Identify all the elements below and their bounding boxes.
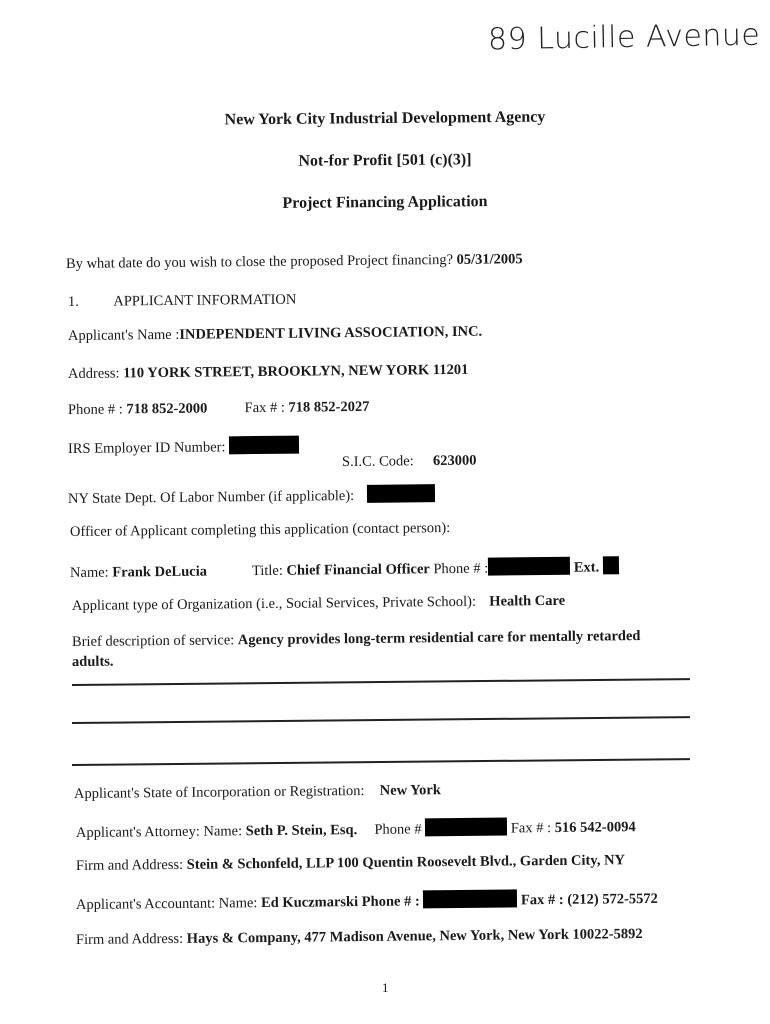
- irs-line: [68, 436, 299, 458]
- attorney-firm-line: [76, 852, 625, 875]
- service-description-cont: [72, 654, 114, 671]
- service-description-line: [72, 628, 641, 651]
- agency-title: New York City Industrial Development Agency: [224, 108, 546, 129]
- blank-rule-3: [72, 758, 690, 765]
- officer-title-value: Chief Financial Officer: [286, 561, 430, 579]
- applicant-name-label: Applicant's Name :: [67, 326, 180, 344]
- closing-date-label: By what date do you wish to close the proposed Project financing?: [65, 251, 454, 272]
- address-line: [68, 362, 468, 383]
- officer-phone-label: Phone # :: [433, 560, 489, 578]
- org-type-line: [72, 593, 565, 615]
- attorney-firm-label: Firm and Address:: [75, 856, 184, 874]
- officer-intro-line: Officer of Applicant completing this application (contact person):: [69, 520, 451, 540]
- service-description-value: Agency provides long-term residential care for mentally retarded: [237, 628, 641, 649]
- closing-date-value: 05/31/2005: [456, 251, 523, 268]
- officer-title-label: Title:: [251, 562, 283, 580]
- attorney-line: [76, 816, 636, 842]
- blank-rule-2: [72, 716, 690, 723]
- attorney-label: Applicant's Attorney: Name:: [75, 823, 243, 841]
- attorney-firm-value: Stein & Schonfeld, LLP 100 Quentin Roosevelt Blvd., Garden City, NY: [186, 852, 626, 873]
- officer-name-label: Name:: [69, 564, 109, 581]
- attorney-name-value: Seth P. Stein, Esq.: [245, 822, 358, 840]
- page-number: 1: [382, 980, 389, 995]
- handwritten-address-note: 89 Lucille Avenue: [487, 17, 761, 58]
- address-value: 110 YORK STREET, BROOKLYN, NEW YORK 11201: [123, 361, 469, 382]
- sic-line: [342, 453, 477, 471]
- address-label: Address:: [67, 365, 120, 382]
- officer-ext-label: Ext.: [573, 559, 600, 576]
- applicant-name-value: INDEPENDENT LIVING ASSOCIATION, INC.: [179, 323, 483, 343]
- section-title: APPLICANT INFORMATION: [113, 291, 297, 310]
- fax-label: Fax # :: [244, 399, 285, 417]
- service-description-value-2: adults.: [71, 653, 114, 670]
- accountant-firm-label: Firm and Address:: [75, 930, 184, 948]
- officer-phone-redaction: [488, 557, 570, 576]
- accountant-fax-value: (212) 572-5572: [567, 890, 658, 908]
- accountant-firm-line: [76, 926, 643, 949]
- section-number: 1.: [67, 293, 79, 310]
- phone-fax-line: [68, 399, 370, 419]
- attorney-phone-redaction: [425, 817, 507, 836]
- labor-number-label: NY State Dept. Of Labor Number (if applicable):: [67, 488, 355, 507]
- phone-value: 718 852-2000: [126, 400, 208, 418]
- form-title: Project Financing Application: [282, 193, 488, 212]
- sic-value: 623000: [432, 452, 477, 470]
- officer-line: [70, 556, 619, 582]
- closing-date-line: [66, 251, 523, 273]
- attorney-phone-label: Phone #: [374, 821, 422, 838]
- phone-label: Phone # :: [67, 401, 123, 418]
- accountant-firm-value: Hays & Company, 477 Madison Avenue, New York, New York 10022-5892: [186, 926, 643, 947]
- labor-number-redaction: [367, 484, 435, 503]
- attorney-fax-value: 516 542-0094: [554, 819, 636, 836]
- labor-number-line: [68, 484, 436, 508]
- incorporation-label: Applicant's State of Incorporation or Registration:: [73, 782, 365, 802]
- officer-ext-redaction: [603, 556, 619, 574]
- incorporation-line: [74, 782, 441, 803]
- irs-redaction: [229, 436, 299, 455]
- sic-label: S.I.C. Code:: [341, 453, 414, 470]
- not-for-profit-title: Not-for Profit [501 (c)(3)]: [298, 151, 472, 170]
- accountant-label: Applicant's Accountant: Name:: [75, 895, 258, 913]
- accountant-phone-redaction: [423, 889, 517, 908]
- officer-name-value: Frank DeLucia: [112, 563, 208, 581]
- irs-label: IRS Employer ID Number:: [67, 439, 226, 457]
- accountant-name-value: Ed Kuczmarski: [260, 894, 359, 912]
- incorporation-value: New York: [379, 782, 441, 799]
- org-type-label: Applicant type of Organization (i.e., Social Services, Private School):: [71, 593, 477, 614]
- attorney-fax-label: Fax # :: [510, 820, 552, 837]
- accountant-phone-label: Phone # :: [361, 893, 420, 911]
- applicant-name-line: [68, 324, 482, 345]
- fax-value: 718 852-2027: [288, 398, 370, 416]
- org-type-value: Health Care: [489, 592, 566, 610]
- accountant-line: [76, 888, 658, 914]
- blank-rule-1: [72, 678, 690, 685]
- section-heading: [68, 292, 297, 311]
- service-description-label: Brief description of service:: [71, 632, 235, 650]
- accountant-fax-label: Fax # :: [520, 891, 564, 909]
